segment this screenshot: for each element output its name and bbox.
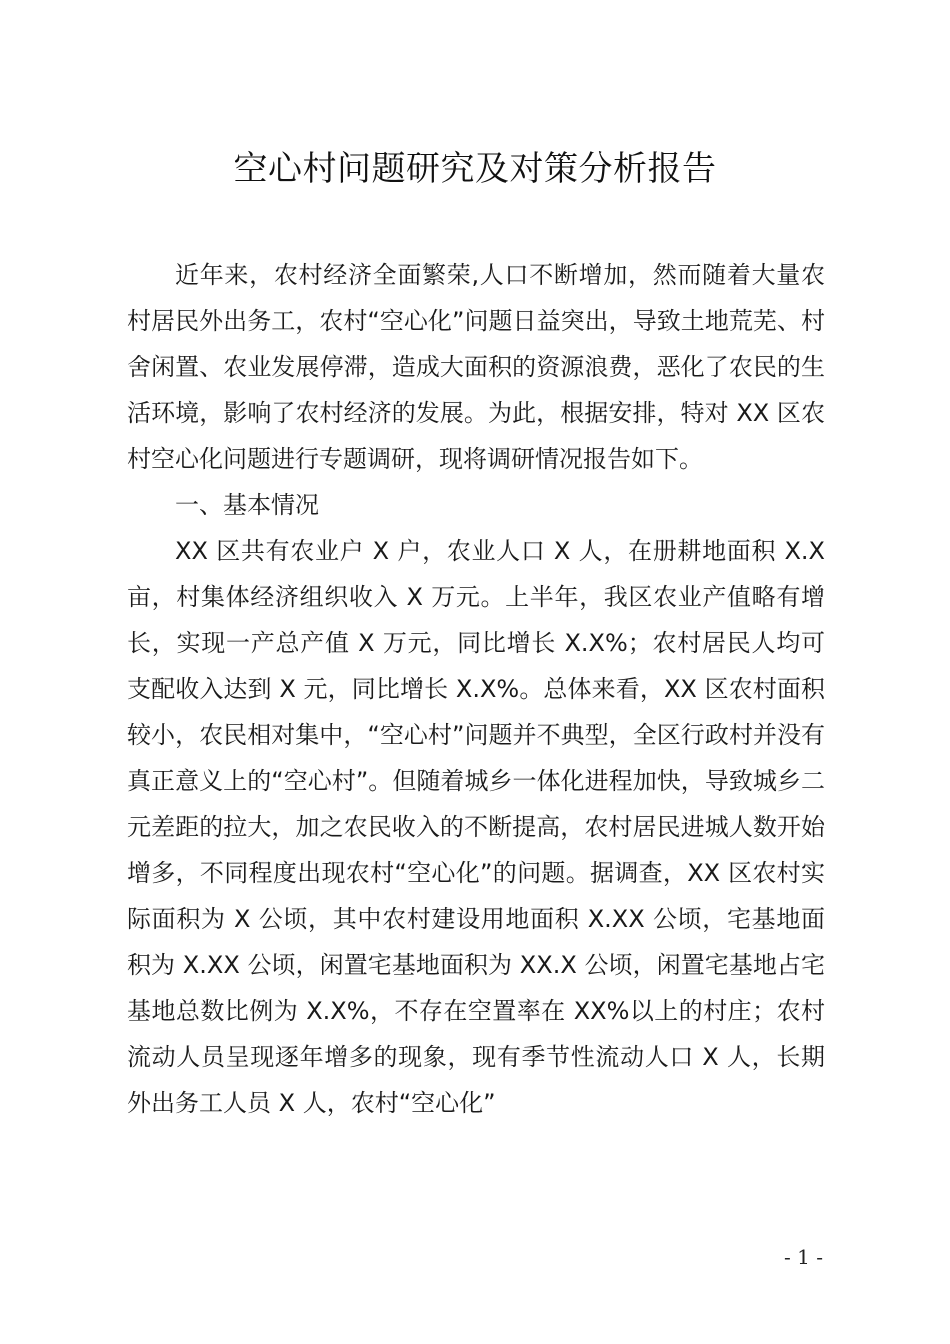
intro-paragraph: 近年来，农村经济全面繁荣,人口不断增加，然而随着大量农村居民外出务工，农村“空心化”问题日益突出，导致土地荒芜、村舍闲置、农业发展停滞，造成大面积的资源浪费，恶化了农民的生活环境，影响了农村经济的发展。为此，根据安排，特对 XX 区农村空心化问题进行专题调研，现将调研情况报告如下。 bbox=[127, 261, 825, 473]
page-number: - 1 - bbox=[784, 1245, 823, 1269]
document-title: 空心村问题研究及对策分析报告 bbox=[233, 149, 717, 189]
document-body bbox=[127, 252, 825, 1126]
section-heading: 一、基本情况 bbox=[175, 491, 319, 519]
basic-situation-paragraph: XX 区共有农业户 X 户，农业人口 X 人，在册耕地面积 X.X 亩，村集体经济组织收入 X 万元。上半年，我区农业产值略有增长，实现一产总产值 X 万元，同比增长 X.X%；农村居民人均可支配收入达到 X 元，同比增长 X.X%。总体来看，XX 区农村面积较小，农民相对集中，“空心村”问题并不典型，全区行政村并没有真正意义上的“空心村”。但随着城乡一体化进程加快，导致城乡二元差距的拉大，加之农民收入的不断提高，农村居民进城人数开始增多，不同程度出现农村“空心化”的问题。据调查，XX 区农村实际面积为 X 公顷，其中农村建设用地面积 X.XX 公顷，宅基地面积为 X.XX 公顷，闲置宅基地面积为 XX.X 公顷，闲置宅基地占宅基地总数比例为 X.X%，不存在空置率在 XX%以上的村庄；农村流动人员呈现逐年增多的现象，现有季节性流动人口 X 人，长期外出务工人员 X 人，农村“空心化” bbox=[127, 537, 825, 1117]
